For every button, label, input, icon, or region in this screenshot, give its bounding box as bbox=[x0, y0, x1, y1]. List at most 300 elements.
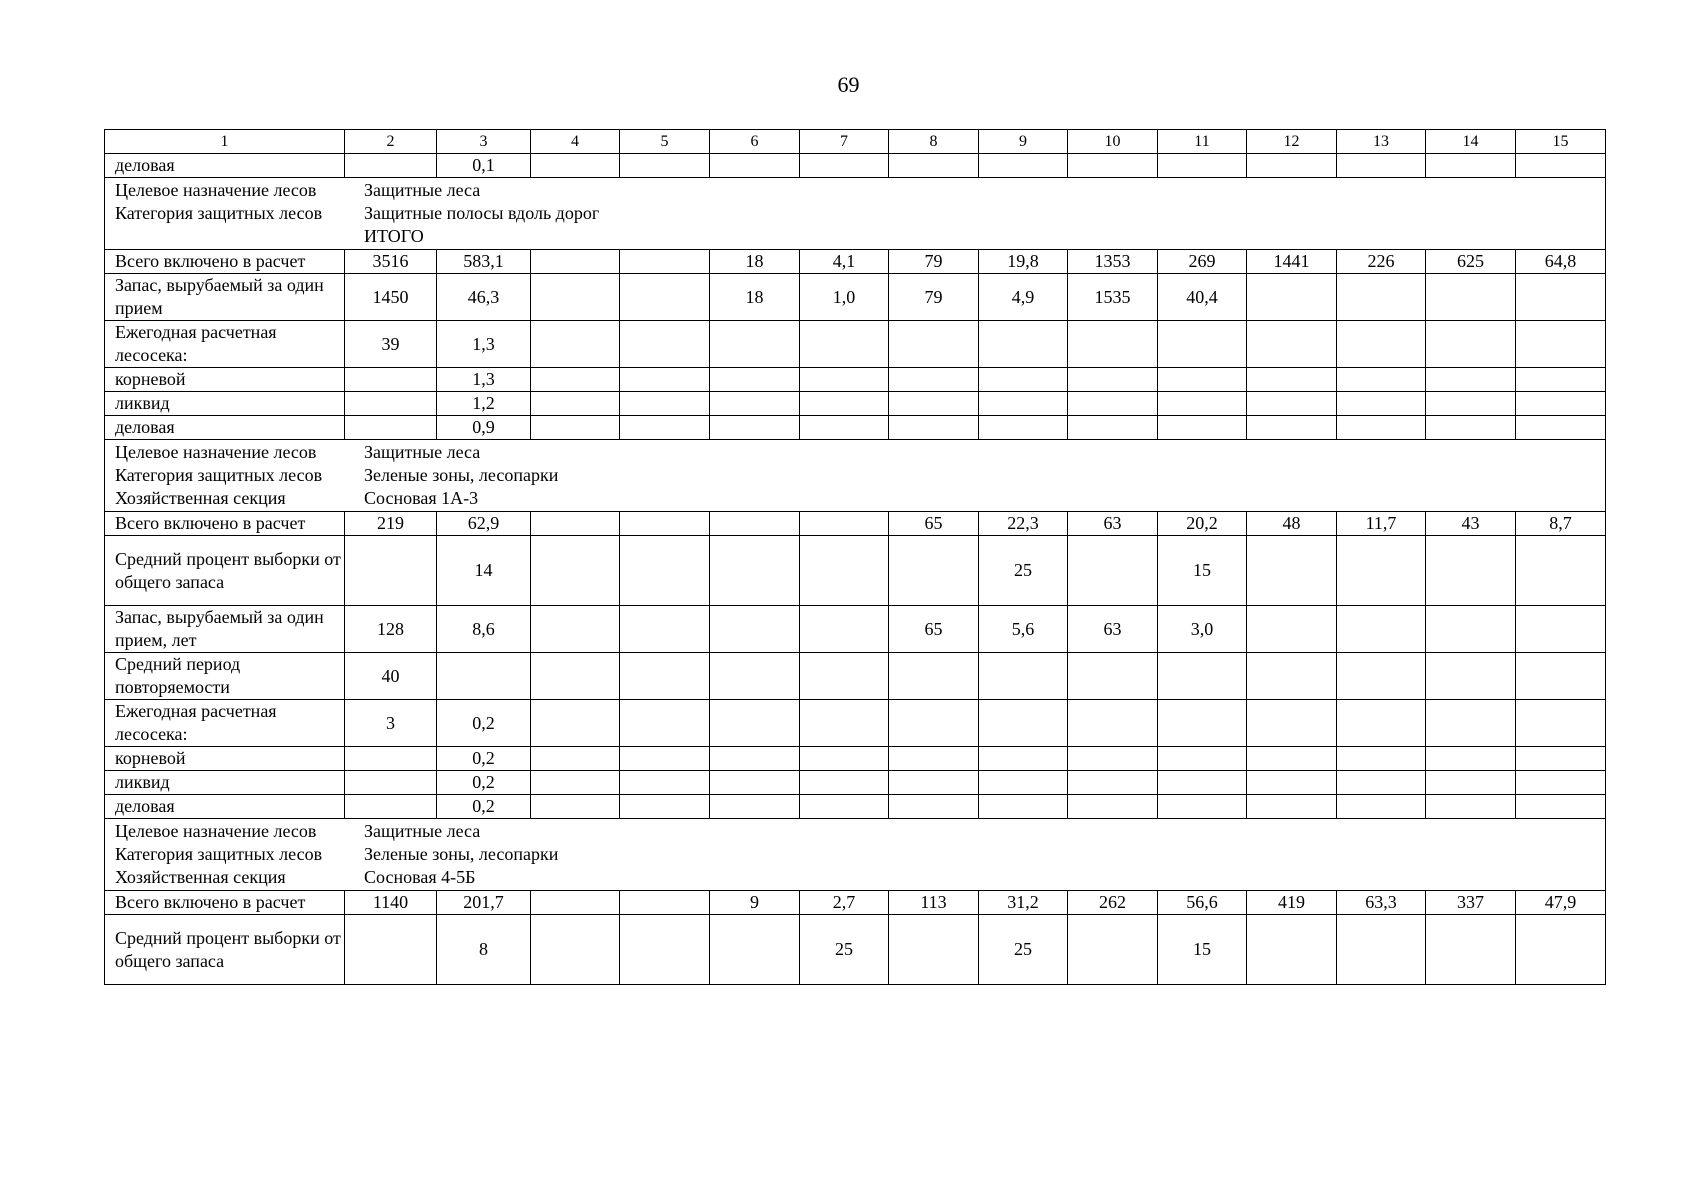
table-row bbox=[105, 606, 1606, 653]
table-cell bbox=[1068, 795, 1158, 819]
section-info-key: Категория защитных лесов bbox=[115, 465, 323, 485]
table-cell bbox=[889, 536, 979, 606]
table-cell bbox=[620, 771, 710, 795]
table-cell: 15 bbox=[1158, 915, 1247, 985]
table-cell bbox=[1516, 606, 1606, 653]
table-cell: 19,8 bbox=[979, 250, 1068, 274]
table-cell: 8,7 bbox=[1516, 512, 1606, 536]
table-cell bbox=[531, 321, 620, 368]
table-cell bbox=[1068, 653, 1158, 700]
table-body bbox=[105, 154, 1606, 985]
table-cell bbox=[1337, 154, 1426, 178]
table-cell bbox=[1337, 606, 1426, 653]
table-cell bbox=[1247, 653, 1337, 700]
table-cell bbox=[1337, 536, 1426, 606]
header-cell: 8 bbox=[889, 130, 979, 154]
table-row bbox=[105, 536, 1606, 606]
section-info-line bbox=[115, 441, 1595, 464]
table-cell bbox=[889, 368, 979, 392]
table-cell bbox=[1337, 653, 1426, 700]
table-row bbox=[105, 154, 1606, 178]
row-label: корневой bbox=[105, 747, 345, 771]
table-cell: 1,3 bbox=[437, 321, 531, 368]
table-cell: 22,3 bbox=[979, 512, 1068, 536]
header-cell: 10 bbox=[1068, 130, 1158, 154]
table-cell: 262 bbox=[1068, 891, 1158, 915]
table-cell bbox=[710, 771, 800, 795]
table-cell bbox=[531, 250, 620, 274]
table-cell bbox=[800, 154, 889, 178]
table-cell bbox=[1516, 321, 1606, 368]
table-cell: 419 bbox=[1247, 891, 1337, 915]
table-cell: 0,2 bbox=[437, 700, 531, 747]
section-info-key: Хозяйственная секция bbox=[115, 867, 286, 887]
table-cell bbox=[1247, 606, 1337, 653]
table-cell: 79 bbox=[889, 250, 979, 274]
table-cell bbox=[710, 392, 800, 416]
section-info-value: Сосновая 4-5Б bbox=[364, 867, 476, 887]
section-info-key: Целевое назначение лесов bbox=[115, 442, 317, 462]
table-cell bbox=[800, 653, 889, 700]
table-cell: 226 bbox=[1337, 250, 1426, 274]
row-label: корневой bbox=[105, 368, 345, 392]
table-row bbox=[105, 915, 1606, 985]
section-info-row bbox=[105, 178, 1606, 250]
table-row bbox=[105, 274, 1606, 321]
table-cell: 39 bbox=[345, 321, 437, 368]
table-cell bbox=[800, 771, 889, 795]
table-cell: 201,7 bbox=[437, 891, 531, 915]
row-label: деловая bbox=[105, 416, 345, 440]
table-cell: 4,1 bbox=[800, 250, 889, 274]
table-cell: 583,1 bbox=[437, 250, 531, 274]
header-row bbox=[105, 130, 1606, 154]
table-cell bbox=[620, 795, 710, 819]
table-cell bbox=[1068, 700, 1158, 747]
table-cell: 1441 bbox=[1247, 250, 1337, 274]
table-cell: 56,6 bbox=[1158, 891, 1247, 915]
table-cell: 128 bbox=[345, 606, 437, 653]
table-row bbox=[105, 416, 1606, 440]
row-label: Запас, вырубаемый за один прием, лет bbox=[105, 606, 345, 653]
section-info-cell bbox=[105, 178, 1606, 250]
table-cell bbox=[1337, 771, 1426, 795]
row-label: ликвид bbox=[105, 392, 345, 416]
table-cell bbox=[1068, 154, 1158, 178]
row-label: Всего включено в расчет bbox=[105, 250, 345, 274]
table-cell bbox=[620, 606, 710, 653]
table-cell bbox=[1247, 368, 1337, 392]
table-cell bbox=[1426, 154, 1516, 178]
table-cell bbox=[1247, 392, 1337, 416]
table-cell bbox=[620, 321, 710, 368]
table-cell bbox=[1247, 321, 1337, 368]
table-cell bbox=[979, 747, 1068, 771]
table-cell bbox=[800, 536, 889, 606]
table-cell bbox=[1068, 392, 1158, 416]
table-cell bbox=[1337, 747, 1426, 771]
section-info-line bbox=[115, 487, 1595, 510]
table-cell: 4,9 bbox=[979, 274, 1068, 321]
table-cell bbox=[1426, 700, 1516, 747]
table-cell: 0,9 bbox=[437, 416, 531, 440]
table-cell: 2,7 bbox=[800, 891, 889, 915]
table-cell bbox=[889, 795, 979, 819]
table-cell bbox=[1068, 368, 1158, 392]
table-cell bbox=[531, 747, 620, 771]
header-cell: 14 bbox=[1426, 130, 1516, 154]
table-cell bbox=[710, 416, 800, 440]
table-cell bbox=[531, 416, 620, 440]
table-cell bbox=[979, 154, 1068, 178]
header-cell: 4 bbox=[531, 130, 620, 154]
section-info-line bbox=[115, 225, 1595, 248]
table-cell: 0,1 bbox=[437, 154, 531, 178]
table-cell bbox=[1426, 536, 1516, 606]
table-cell bbox=[710, 915, 800, 985]
table-cell bbox=[710, 795, 800, 819]
table-cell bbox=[800, 512, 889, 536]
header-cell: 6 bbox=[710, 130, 800, 154]
section-info-line bbox=[115, 843, 1595, 866]
table-cell: 1,0 bbox=[800, 274, 889, 321]
section-info-line bbox=[115, 464, 1595, 487]
table-cell bbox=[531, 536, 620, 606]
table-cell bbox=[1426, 416, 1516, 440]
table-row bbox=[105, 795, 1606, 819]
section-info-value: ИТОГО bbox=[364, 226, 424, 246]
table-cell bbox=[979, 321, 1068, 368]
table-cell: 31,2 bbox=[979, 891, 1068, 915]
table-cell bbox=[1247, 274, 1337, 321]
table-cell bbox=[1247, 536, 1337, 606]
table-cell bbox=[889, 653, 979, 700]
table-cell: 269 bbox=[1158, 250, 1247, 274]
table-cell bbox=[1337, 795, 1426, 819]
table-cell bbox=[1516, 653, 1606, 700]
table-cell bbox=[620, 274, 710, 321]
table-cell bbox=[345, 154, 437, 178]
table-cell: 63 bbox=[1068, 512, 1158, 536]
section-info-line bbox=[115, 179, 1595, 202]
table-cell: 0,2 bbox=[437, 747, 531, 771]
table-cell bbox=[1426, 321, 1516, 368]
table-row bbox=[105, 512, 1606, 536]
table-cell bbox=[710, 154, 800, 178]
table-cell: 1450 bbox=[345, 274, 437, 321]
table-cell: 65 bbox=[889, 606, 979, 653]
table-cell bbox=[889, 747, 979, 771]
table-row bbox=[105, 653, 1606, 700]
table-cell bbox=[620, 700, 710, 747]
table-cell bbox=[1158, 653, 1247, 700]
table-cell: 8,6 bbox=[437, 606, 531, 653]
section-info-value: Защитные леса bbox=[364, 821, 481, 841]
table-cell bbox=[889, 416, 979, 440]
table-cell bbox=[1337, 915, 1426, 985]
table-cell bbox=[531, 368, 620, 392]
table-cell: 40,4 bbox=[1158, 274, 1247, 321]
table-cell bbox=[620, 747, 710, 771]
table-cell bbox=[1426, 392, 1516, 416]
table-cell bbox=[1516, 536, 1606, 606]
table-cell bbox=[1516, 700, 1606, 747]
section-info-value: Зеленые зоны, лесопарки bbox=[364, 465, 559, 485]
table-cell: 47,9 bbox=[1516, 891, 1606, 915]
table-cell: 18 bbox=[710, 250, 800, 274]
table-cell bbox=[620, 653, 710, 700]
table-cell: 14 bbox=[437, 536, 531, 606]
table-row bbox=[105, 891, 1606, 915]
table-cell: 337 bbox=[1426, 891, 1516, 915]
section-info-key: Хозяйственная секция bbox=[115, 488, 286, 508]
table-cell bbox=[889, 700, 979, 747]
section-info-value: Защитные леса bbox=[364, 180, 481, 200]
table-row bbox=[105, 392, 1606, 416]
table-cell bbox=[1158, 154, 1247, 178]
table-cell bbox=[345, 392, 437, 416]
forest-calculation-table bbox=[104, 129, 1606, 985]
section-info-line bbox=[115, 866, 1595, 889]
table-cell: 65 bbox=[889, 512, 979, 536]
section-info-key bbox=[115, 225, 364, 248]
table-cell: 0,2 bbox=[437, 795, 531, 819]
table-cell bbox=[1337, 368, 1426, 392]
table-cell bbox=[345, 536, 437, 606]
table-cell bbox=[1068, 771, 1158, 795]
table-cell bbox=[620, 512, 710, 536]
table-cell bbox=[1426, 771, 1516, 795]
table-cell bbox=[710, 747, 800, 771]
table-cell bbox=[1426, 368, 1516, 392]
table-cell bbox=[1516, 771, 1606, 795]
table-cell bbox=[1337, 392, 1426, 416]
section-info-row bbox=[105, 440, 1606, 512]
section-info-value: Защитные леса bbox=[364, 442, 481, 462]
table-cell: 1140 bbox=[345, 891, 437, 915]
table-cell: 1,3 bbox=[437, 368, 531, 392]
table-cell: 63,3 bbox=[1337, 891, 1426, 915]
table-cell bbox=[437, 653, 531, 700]
table-cell bbox=[531, 512, 620, 536]
table-cell bbox=[1516, 915, 1606, 985]
header-cell: 7 bbox=[800, 130, 889, 154]
table-cell bbox=[1426, 274, 1516, 321]
table-cell: 20,2 bbox=[1158, 512, 1247, 536]
header-cell: 13 bbox=[1337, 130, 1426, 154]
row-label: Средний процент выборки от общего запаса bbox=[105, 915, 345, 985]
table-row bbox=[105, 700, 1606, 747]
section-info-key: Категория защитных лесов bbox=[115, 203, 323, 223]
table-cell bbox=[531, 795, 620, 819]
header-cell: 3 bbox=[437, 130, 531, 154]
table-cell bbox=[710, 512, 800, 536]
table-cell bbox=[620, 392, 710, 416]
row-label: деловая bbox=[105, 154, 345, 178]
table-row bbox=[105, 747, 1606, 771]
table-cell bbox=[979, 392, 1068, 416]
table-cell bbox=[1158, 747, 1247, 771]
table-cell bbox=[345, 795, 437, 819]
table-cell bbox=[710, 653, 800, 700]
table-cell: 11,7 bbox=[1337, 512, 1426, 536]
table-cell bbox=[1158, 700, 1247, 747]
table-cell bbox=[800, 606, 889, 653]
table-cell: 113 bbox=[889, 891, 979, 915]
row-label: деловая bbox=[105, 795, 345, 819]
table-cell bbox=[1247, 795, 1337, 819]
table-cell bbox=[979, 416, 1068, 440]
table-row bbox=[105, 250, 1606, 274]
page-number: 69 bbox=[837, 72, 860, 97]
table-cell bbox=[1516, 392, 1606, 416]
table-cell: 62,9 bbox=[437, 512, 531, 536]
table-cell bbox=[1516, 154, 1606, 178]
table-cell bbox=[710, 368, 800, 392]
table-cell bbox=[345, 747, 437, 771]
table-cell: 219 bbox=[345, 512, 437, 536]
section-info-cell bbox=[105, 819, 1606, 891]
header-cell: 5 bbox=[620, 130, 710, 154]
table-cell bbox=[531, 891, 620, 915]
table-cell bbox=[1068, 747, 1158, 771]
row-label: Ежегодная расчетная лесосека: bbox=[105, 700, 345, 747]
table-cell: 25 bbox=[979, 536, 1068, 606]
table-cell: 3 bbox=[345, 700, 437, 747]
table-cell: 0,2 bbox=[437, 771, 531, 795]
table-cell: 46,3 bbox=[437, 274, 531, 321]
table-cell bbox=[1337, 416, 1426, 440]
table-cell bbox=[620, 891, 710, 915]
table-cell bbox=[1337, 700, 1426, 747]
table-cell bbox=[345, 771, 437, 795]
row-label: ликвид bbox=[105, 771, 345, 795]
table-cell bbox=[800, 700, 889, 747]
table-cell: 25 bbox=[979, 915, 1068, 985]
header-cell: 9 bbox=[979, 130, 1068, 154]
table-cell bbox=[345, 416, 437, 440]
section-info-line bbox=[115, 820, 1595, 843]
table-cell bbox=[710, 536, 800, 606]
table-cell: 3,0 bbox=[1158, 606, 1247, 653]
table-cell bbox=[710, 606, 800, 653]
table-cell: 43 bbox=[1426, 512, 1516, 536]
table-cell bbox=[620, 915, 710, 985]
table-cell bbox=[889, 154, 979, 178]
table-cell: 15 bbox=[1158, 536, 1247, 606]
table-cell: 9 bbox=[710, 891, 800, 915]
header-cell: 11 bbox=[1158, 130, 1247, 154]
table-cell bbox=[620, 536, 710, 606]
table-cell bbox=[1247, 154, 1337, 178]
table-cell bbox=[1516, 416, 1606, 440]
table-cell bbox=[710, 321, 800, 368]
table-cell bbox=[620, 368, 710, 392]
table-cell bbox=[1337, 274, 1426, 321]
table-cell bbox=[1247, 700, 1337, 747]
table-cell bbox=[1516, 795, 1606, 819]
table-cell bbox=[345, 915, 437, 985]
table-cell: 18 bbox=[710, 274, 800, 321]
section-info-value: Зеленые зоны, лесопарки bbox=[364, 844, 559, 864]
row-label: Средний период повторяемости bbox=[105, 653, 345, 700]
table-cell bbox=[1247, 416, 1337, 440]
table-cell: 79 bbox=[889, 274, 979, 321]
table-cell: 5,6 bbox=[979, 606, 1068, 653]
table-cell bbox=[979, 795, 1068, 819]
table-cell bbox=[1426, 653, 1516, 700]
table-cell: 3516 bbox=[345, 250, 437, 274]
row-label: Всего включено в расчет bbox=[105, 891, 345, 915]
table-cell: 48 bbox=[1247, 512, 1337, 536]
table-cell bbox=[531, 606, 620, 653]
table-cell bbox=[1426, 915, 1516, 985]
table-cell bbox=[1158, 416, 1247, 440]
table-cell: 63 bbox=[1068, 606, 1158, 653]
table-cell bbox=[1426, 795, 1516, 819]
row-label: Всего включено в расчет bbox=[105, 512, 345, 536]
table-cell bbox=[1247, 747, 1337, 771]
header-cell: 1 bbox=[105, 130, 345, 154]
table-cell bbox=[800, 795, 889, 819]
table-cell bbox=[1068, 416, 1158, 440]
table-cell: 40 bbox=[345, 653, 437, 700]
table-cell: 8 bbox=[437, 915, 531, 985]
table-cell bbox=[531, 653, 620, 700]
table-cell bbox=[1426, 747, 1516, 771]
table-cell bbox=[345, 368, 437, 392]
section-info-key: Целевое назначение лесов bbox=[115, 180, 317, 200]
table-cell bbox=[889, 771, 979, 795]
table-cell bbox=[979, 700, 1068, 747]
table-cell bbox=[1516, 368, 1606, 392]
table-cell bbox=[1158, 368, 1247, 392]
table-cell bbox=[531, 771, 620, 795]
table-cell bbox=[1337, 321, 1426, 368]
table-cell bbox=[1158, 392, 1247, 416]
table-cell bbox=[800, 321, 889, 368]
table-cell bbox=[889, 321, 979, 368]
table-cell bbox=[1247, 915, 1337, 985]
table-cell bbox=[620, 154, 710, 178]
table-cell bbox=[1426, 606, 1516, 653]
row-label: Средний процент выборки от общего запаса bbox=[105, 536, 345, 606]
row-label: Запас, вырубаемый за один прием bbox=[105, 274, 345, 321]
table-cell: 625 bbox=[1426, 250, 1516, 274]
table-cell bbox=[1068, 536, 1158, 606]
table-cell bbox=[531, 915, 620, 985]
section-info-cell bbox=[105, 440, 1606, 512]
table-cell bbox=[531, 274, 620, 321]
table-cell bbox=[620, 250, 710, 274]
table-cell bbox=[800, 368, 889, 392]
header-cell: 2 bbox=[345, 130, 437, 154]
table-cell bbox=[531, 154, 620, 178]
section-info-line bbox=[115, 202, 1595, 225]
section-info-key: Целевое назначение лесов bbox=[115, 821, 317, 841]
table-cell bbox=[979, 771, 1068, 795]
section-info-value: Сосновая 1А-3 bbox=[364, 488, 479, 508]
table-cell bbox=[531, 700, 620, 747]
table-cell: 25 bbox=[800, 915, 889, 985]
table-cell bbox=[1158, 795, 1247, 819]
section-info-row bbox=[105, 819, 1606, 891]
table-cell bbox=[979, 653, 1068, 700]
table-cell bbox=[800, 392, 889, 416]
section-info-value: Защитные полосы вдоль дорог bbox=[364, 203, 600, 223]
table-cell bbox=[1158, 771, 1247, 795]
table-cell bbox=[889, 392, 979, 416]
